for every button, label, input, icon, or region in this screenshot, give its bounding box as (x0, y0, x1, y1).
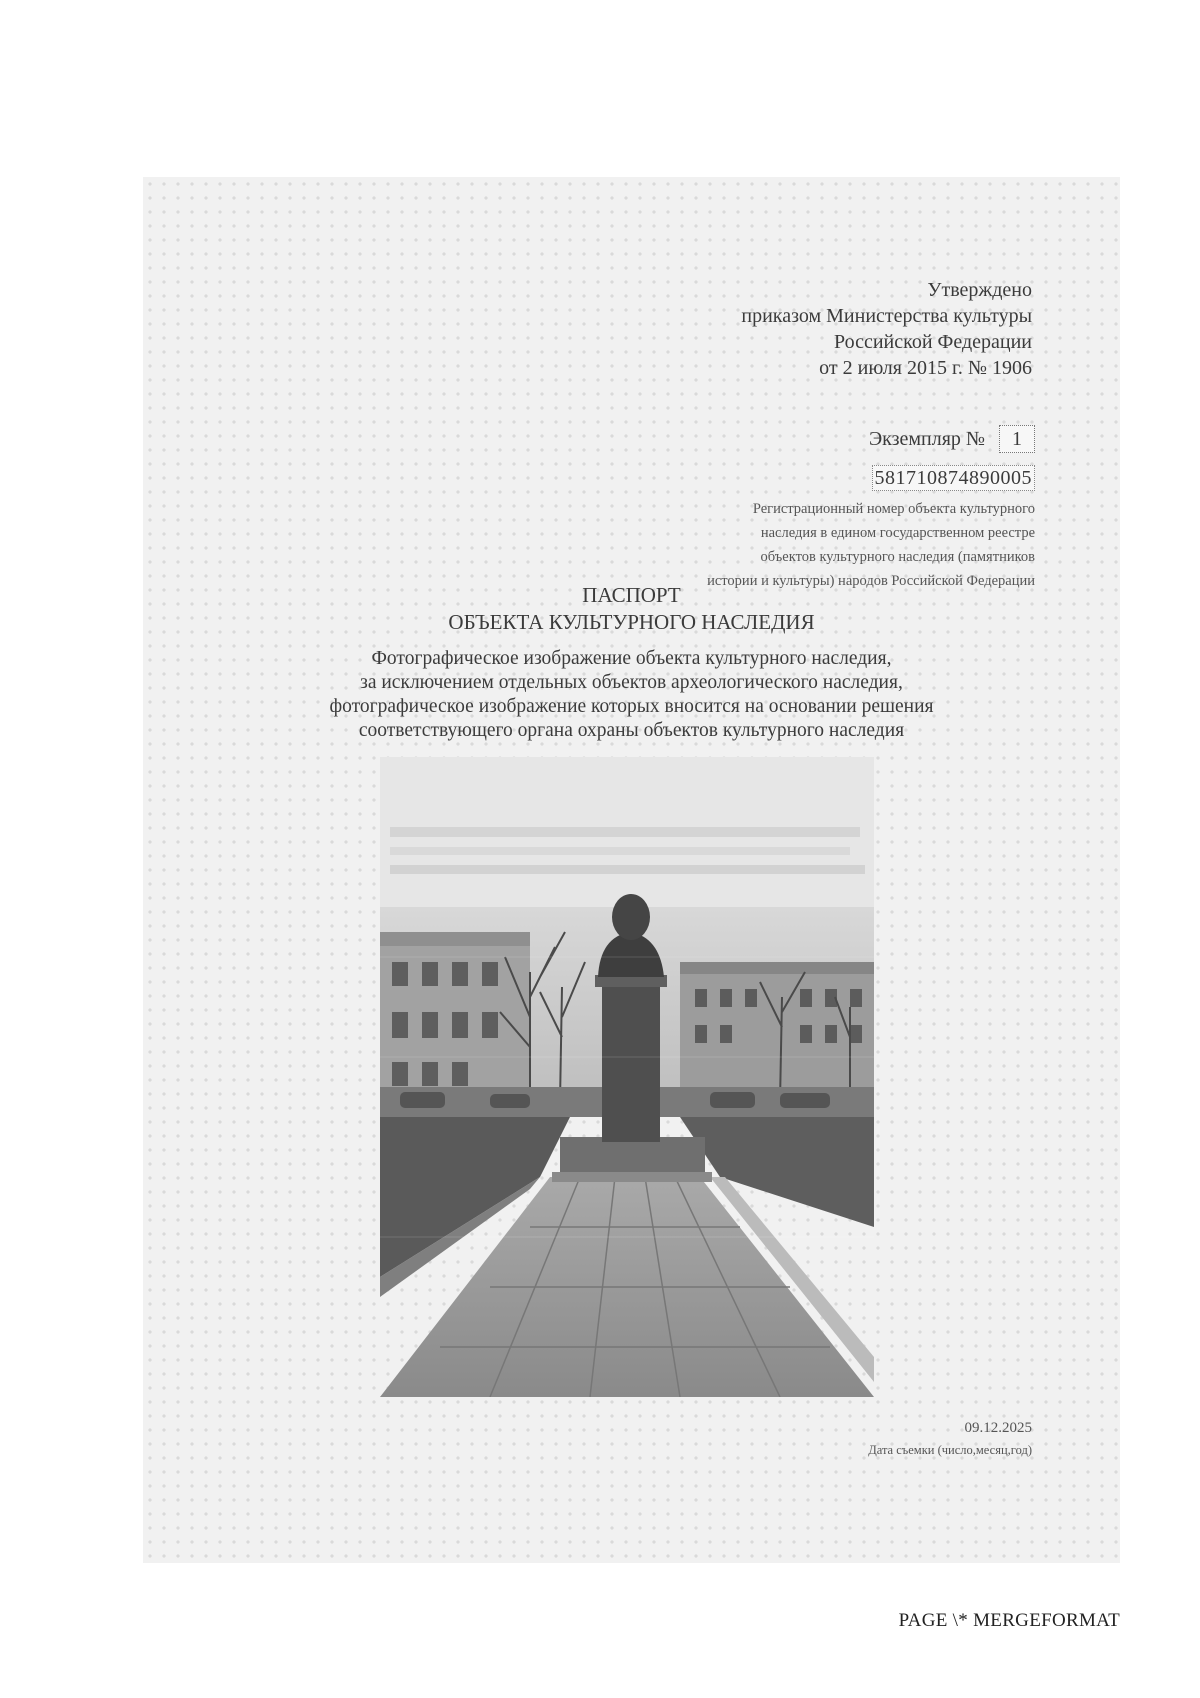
caption-line: объектов культурного наследия (памятников (760, 549, 1035, 565)
approval-line: от 2 июля 2015 г. № 1906 (819, 357, 1032, 379)
shot-date: 09.12.2025 (964, 1420, 1032, 1436)
description-line: за исключением отдельных объектов археологического наследия, (360, 672, 903, 693)
description-line: соответствующего органа охраны объектов культурного наследия (358, 720, 905, 741)
approval-line: Утверждено (927, 279, 1032, 301)
registration-number-field: 581710874890005 (872, 465, 1036, 491)
registration-number-caption (707, 497, 1035, 593)
description-line: фотографическое изображение которых вносится на основании решения (329, 696, 934, 717)
document-title (143, 582, 1120, 636)
monument-photo-image (380, 757, 874, 1397)
photo-description (143, 647, 1120, 743)
approval-block (741, 277, 1032, 381)
shot-date-caption: Дата съемки (число,месяц,год) (868, 1443, 1032, 1457)
description-line: Фотографическое изображение объекта культурного наследия, (371, 648, 892, 669)
copy-number-field: 1 (999, 425, 1035, 453)
copy-number-row (869, 425, 1035, 453)
approval-line: приказом Министерства культуры (741, 305, 1032, 327)
document-sheet (143, 177, 1120, 1563)
title-line: ОБЪЕКТА КУЛЬТУРНОГО НАСЛЕДИЯ (448, 610, 815, 634)
title-line: ПАСПОРТ (582, 583, 681, 607)
page-field-footer: PAGE \* MERGEFORMAT (898, 1610, 1120, 1631)
caption-line: Регистрационный номер объекта культурного (752, 501, 1035, 517)
caption-line: истории и культуры) народов Российской Федерации (707, 573, 1035, 589)
caption-line: наследия в едином государственном реестре (760, 525, 1035, 541)
approval-line: Российской Федерации (833, 331, 1032, 353)
monument-photo (380, 757, 874, 1397)
copy-number-label: Экземпляр № (868, 427, 985, 450)
